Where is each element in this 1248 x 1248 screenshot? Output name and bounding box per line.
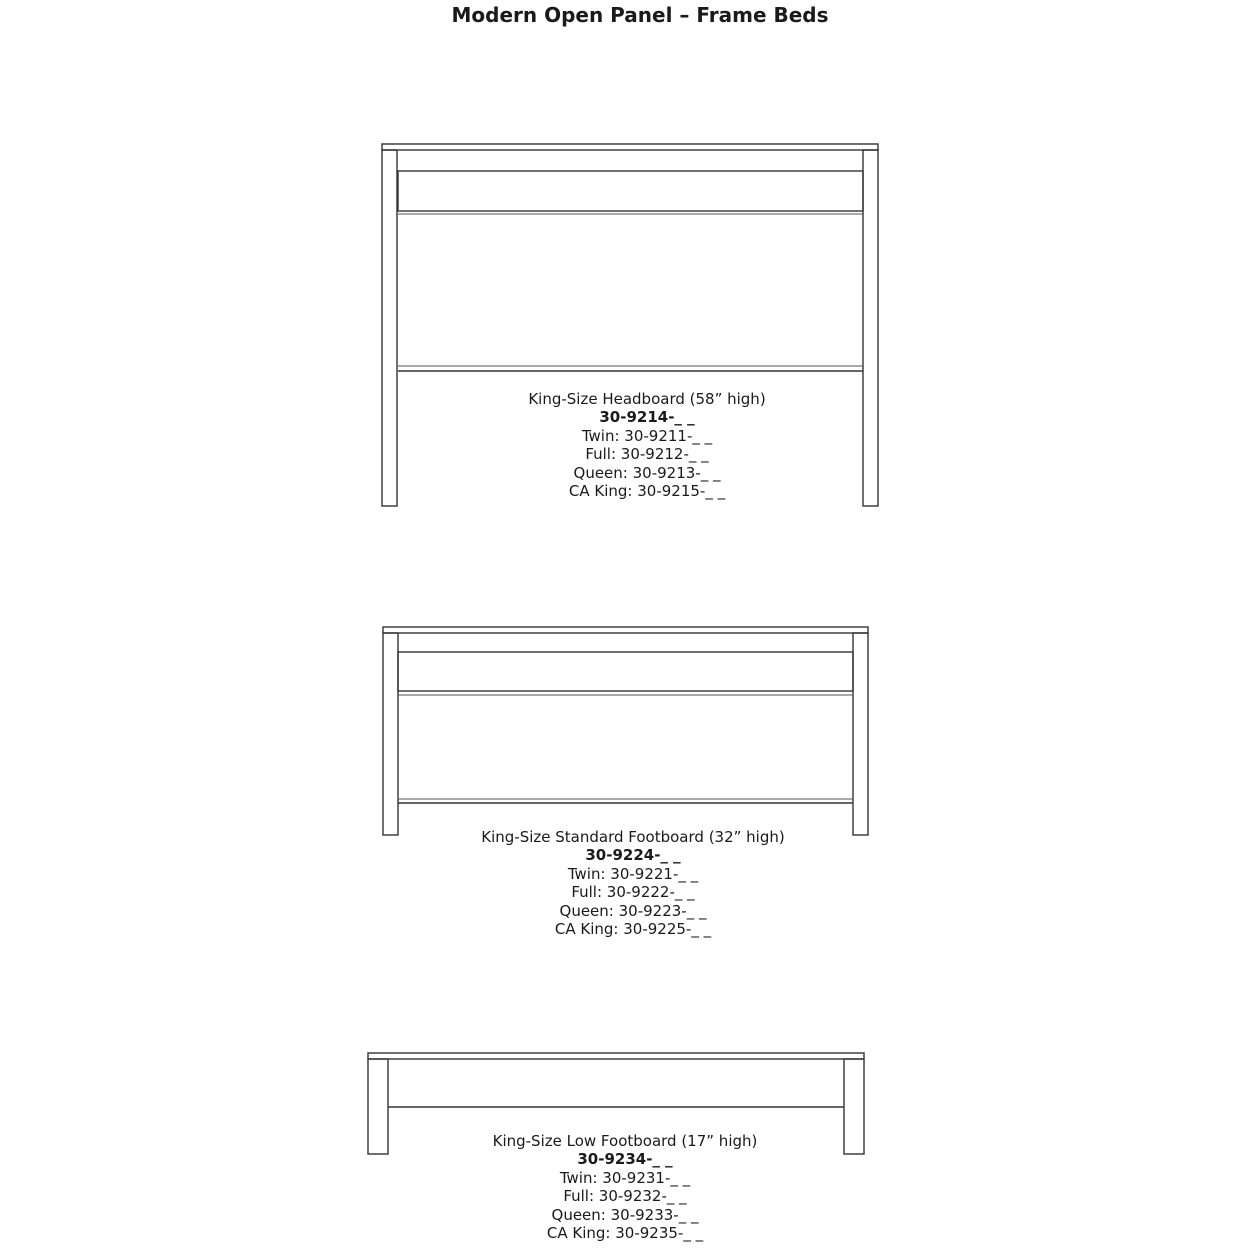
headboard-caption	[447, 390, 847, 500]
product-code: 30-9234-_ _	[577, 1150, 673, 1169]
low-footboard-caption	[425, 1132, 825, 1242]
page-title: Modern Open Panel – Frame Beds	[451, 3, 829, 27]
variant-code: Twin: 30-9211-_ _	[581, 426, 713, 445]
variant-code: CA King: 30-9235-_ _	[546, 1224, 704, 1243]
product-name: King-Size Standard Footboard (32” high)	[481, 828, 785, 846]
variant-code: Full: 30-9222-_ _	[571, 883, 695, 902]
variant-code: Full: 30-9212-_ _	[585, 445, 709, 464]
standard-footboard-caption	[433, 828, 833, 938]
variant-code: Queen: 30-9233-_ _	[551, 1205, 699, 1224]
variant-code: Queen: 30-9223-_ _	[559, 901, 707, 920]
variant-code: Full: 30-9232-_ _	[563, 1187, 687, 1206]
variant-code: Twin: 30-9221-_ _	[567, 864, 699, 883]
variant-code: CA King: 30-9215-_ _	[568, 482, 726, 501]
product-name: King-Size Low Footboard (17” high)	[492, 1132, 758, 1150]
variant-code: Twin: 30-9231-_ _	[559, 1168, 691, 1187]
variant-code: Queen: 30-9213-_ _	[573, 463, 721, 482]
standard-footboard-drawing	[383, 627, 868, 835]
product-name: King-Size Headboard (58” high)	[528, 390, 766, 408]
product-code: 30-9214-_ _	[599, 408, 695, 427]
variant-code: CA King: 30-9225-_ _	[554, 920, 712, 939]
product-code: 30-9224-_ _	[585, 846, 681, 865]
